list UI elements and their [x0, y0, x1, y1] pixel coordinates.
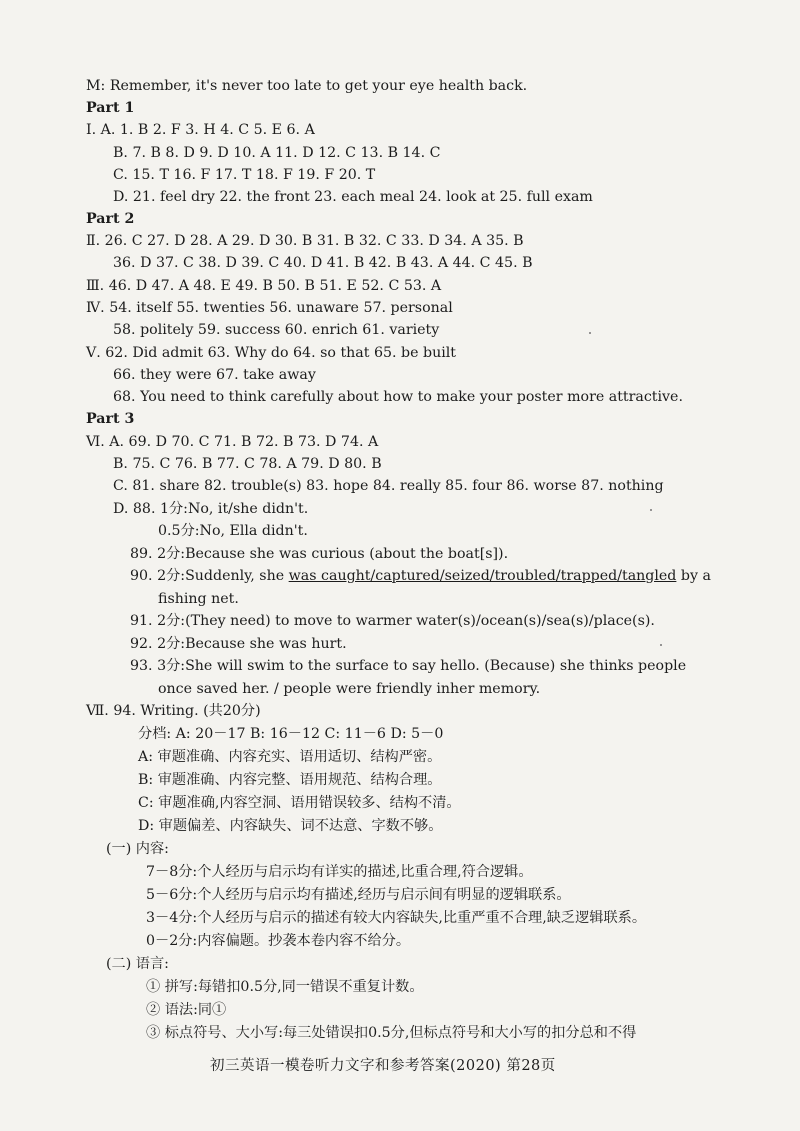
section-5-answers-row2: 66. they were 67. take away — [113, 367, 316, 383]
writing-grade-d: D: 审题偏差、内容缺失、词不达意、字数不够。 — [138, 818, 443, 834]
page-footer: 初三英语一模卷听力文字和参考答案(2020) 第28页 — [210, 1058, 556, 1074]
answer-92: 92. 2分:Because she was hurt. — [130, 636, 347, 652]
content-criteria-heading: (一) 内容: — [106, 841, 169, 857]
writing-grade-c: C: 审题准确,内容空洞、语用错误较多、结构不清。 — [138, 795, 461, 811]
section-1b-answers: B. 7. B 8. D 9. D 10. A 11. D 12. C 13. B 14. C — [113, 145, 441, 161]
section-5-answer-68: 68. You need to think carefully about how to make your poster more attractive. — [113, 389, 683, 405]
content-criteria-0-2: 0－2分:内容偏题。抄袭本卷内容不给分。 — [146, 933, 411, 949]
answer-90-prefix: 90. 2分:Suddenly, she — [130, 568, 289, 584]
section-6a-answers: Ⅵ. A. 69. D 70. C 71. B 72. B 73. D 74. A — [86, 434, 379, 450]
answer-88-line2: 0.5分:No, Ella didn't. — [158, 523, 308, 539]
section-1d-answers: D. 21. feel dry 22. the front 23. each meal 24. look at 25. full exam — [113, 189, 593, 205]
section-6b-answers: B. 75. C 76. B 77. C 78. A 79. D 80. B — [113, 456, 382, 472]
content-criteria-5-6: 5－6分:个人经历与启示均有描述,经历与启示间有明显的逻辑联系。 — [146, 887, 571, 903]
answer-90-suffix: by a — [676, 568, 711, 584]
answer-91: 91. 2分:(They need) to move to warmer water(s)/ocean(s)/sea(s)/place(s). — [130, 613, 655, 629]
content-criteria-7-8: 7－8分:个人经历与启示均有详实的描述,比重合理,符合逻辑。 — [146, 864, 533, 880]
language-criteria-heading: (二) 语言: — [106, 956, 169, 972]
language-criteria-grammar: ② 语法:同① — [146, 1002, 227, 1018]
section-1a-answers: Ⅰ. A. 1. B 2. F 3. H 4. C 5. E 6. A — [86, 122, 315, 138]
scan-speck — [589, 332, 591, 334]
scan-speck — [660, 644, 662, 646]
writing-grade-a: A: 审题准确、内容充实、语用适切、结构严密。 — [138, 749, 442, 765]
writing-grade-bands: 分档: A: 20－17 B: 16－12 C: 11－6 D: 5－0 — [138, 726, 444, 742]
language-criteria-spelling: ① 拼写:每错扣0.5分,同一错误不重复计数。 — [146, 979, 424, 995]
section-3-answers: Ⅲ. 46. D 47. A 48. E 49. B 50. B 51. E 52. C 53. A — [86, 278, 442, 294]
section-4-answers-row1: Ⅳ. 54. itself 55. twenties 56. unaware 57. personal — [86, 300, 453, 316]
answer-88-line1: D. 88. 1分:No, it/she didn't. — [113, 501, 309, 517]
answer-90-line1 — [130, 566, 711, 586]
part2-heading: Part 2 — [86, 211, 135, 227]
scan-speck — [650, 509, 652, 511]
section-2-answers-row1: Ⅱ. 26. C 27. D 28. A 29. D 30. B 31. B 32. C 33. D 34. A 35. B — [86, 233, 524, 249]
section-5-answers-row1: Ⅴ. 62. Did admit 63. Why do 64. so that 65. be built — [86, 345, 457, 361]
part1-heading: Part 1 — [86, 100, 135, 116]
section-6c-answers: C. 81. share 82. trouble(s) 83. hope 84. really 85. four 86. worse 87. nothing — [113, 478, 664, 494]
content-criteria-3-4: 3－4分:个人经历与启示的描述有较大内容缺失,比重严重不合理,缺乏逻辑联系。 — [146, 910, 647, 926]
section-1c-answers: C. 15. T 16. F 17. T 18. F 19. F 20. T — [113, 167, 376, 183]
answer-90-line2: fishing net. — [158, 591, 239, 607]
dialogue-closing-line: M: Remember, it's never too late to get your eye health back. — [86, 78, 528, 94]
section-4-answers-row2: 58. politely 59. success 60. enrich 61. variety — [113, 322, 440, 338]
answer-93-line2: once saved her. / people were friendly inher memory. — [158, 681, 541, 697]
writing-grade-b: B: 审题准确、内容完整、语用规范、结构合理。 — [138, 772, 442, 788]
writing-heading: Ⅶ. 94. Writing. (共20分) — [86, 703, 261, 719]
answer-89: 89. 2分:Because she was curious (about the boat[s]). — [130, 546, 509, 562]
answer-90-underlined: was caught/captured/seized/troubled/trapped/tangled — [288, 568, 677, 584]
section-2-answers-row2: 36. D 37. C 38. D 39. C 40. D 41. B 42. B 43. A 44. C 45. B — [113, 255, 533, 271]
part3-heading: Part 3 — [86, 411, 135, 427]
answer-93-line1: 93. 3分:She will swim to the surface to say hello. (Because) she thinks people — [130, 658, 687, 674]
language-criteria-punctuation: ③ 标点符号、大小写:每三处错误扣0.5分,但标点符号和大小写的扣分总和不得 — [146, 1025, 637, 1041]
